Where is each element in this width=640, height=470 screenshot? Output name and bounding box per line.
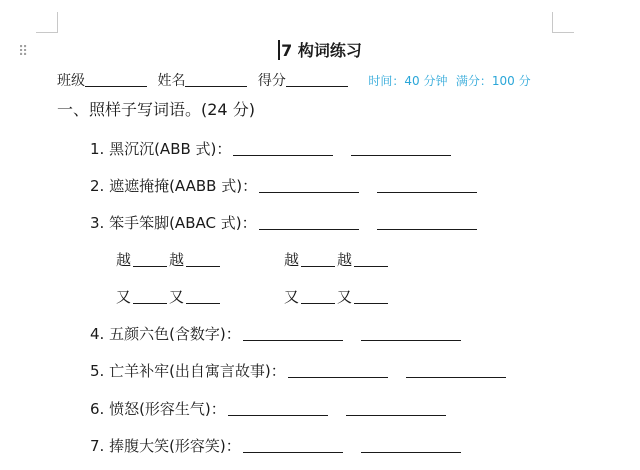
answer-blank[interactable] [133,252,167,267]
answer-blank[interactable] [233,141,333,156]
question-label: 3. 笨手笨脚(ABAC 式)： [90,214,257,232]
answer-blank[interactable] [346,401,446,416]
answer-blank[interactable] [354,252,388,267]
crop-mark-right-v [552,12,553,33]
question-label: 7. 捧腹大笑(形容笑)： [90,437,241,455]
pattern-char: 又 [169,288,185,306]
question-label: 6. 愤怒(形容生气)： [90,400,226,418]
crop-mark-right-h [552,32,574,33]
question-3 [90,212,493,233]
name-blank[interactable] [185,72,247,87]
answer-blank[interactable] [351,141,451,156]
question-label: 1. 黑沉沉(ABB 式)： [90,140,232,158]
pattern-char: 越 [284,251,300,269]
question-5 [90,360,522,381]
student-info-row [57,70,531,90]
time-limit: 时间：40 分钟 [368,74,448,88]
answer-blank[interactable] [301,289,335,304]
score-label: 得分 [257,73,286,89]
answer-blank[interactable] [243,326,343,341]
answer-blank[interactable] [133,289,167,304]
question-label: 5. 亡羊补牢(出自寓言故事)： [90,362,286,380]
class-blank[interactable] [85,72,147,87]
section-heading: 一、照样子写词语。(24 分) [57,100,255,119]
answer-blank[interactable] [243,438,343,453]
question-4 [90,323,477,344]
question-1 [90,138,467,159]
answer-blank[interactable] [228,401,328,416]
answer-blank[interactable] [406,363,506,378]
pattern-char: 又 [116,288,132,306]
pattern-char: 越 [169,251,185,269]
answer-blank[interactable] [301,252,335,267]
title-text: 构词练习 [297,41,362,60]
answer-blank[interactable] [361,326,461,341]
pattern-yue-1 [116,249,222,270]
pattern-yue-2 [284,249,390,270]
question-label: 4. 五颜六色(含数字)： [90,325,241,343]
crop-mark-left-h [36,32,58,33]
pattern-char: 越 [116,251,132,269]
question-7 [90,435,477,456]
answer-blank[interactable] [377,215,477,230]
score-blank[interactable] [286,72,348,87]
answer-blank[interactable] [259,215,359,230]
answer-blank[interactable] [288,363,388,378]
text-cursor [278,40,280,60]
question-2 [90,175,493,196]
title-number: 7 [281,41,293,60]
answer-blank[interactable] [354,289,388,304]
answer-blank[interactable] [186,252,220,267]
drag-handle-icon[interactable]: ⠿ [18,44,28,60]
pattern-you-1 [116,286,222,307]
pattern-char: 又 [337,288,353,306]
answer-blank[interactable] [361,438,461,453]
answer-blank[interactable] [377,178,477,193]
page-title [0,38,640,61]
answer-blank[interactable] [186,289,220,304]
pattern-you-2 [284,286,390,307]
question-6 [90,398,462,419]
full-score: 满分：100 分 [455,74,531,88]
pattern-char: 越 [337,251,353,269]
pattern-char: 又 [284,288,300,306]
crop-mark-left-v [57,12,58,33]
question-label: 2. 遮遮掩掩(AABB 式)： [90,177,258,195]
answer-blank[interactable] [259,178,359,193]
name-label: 姓名 [157,73,186,89]
class-label: 班级 [57,73,85,89]
